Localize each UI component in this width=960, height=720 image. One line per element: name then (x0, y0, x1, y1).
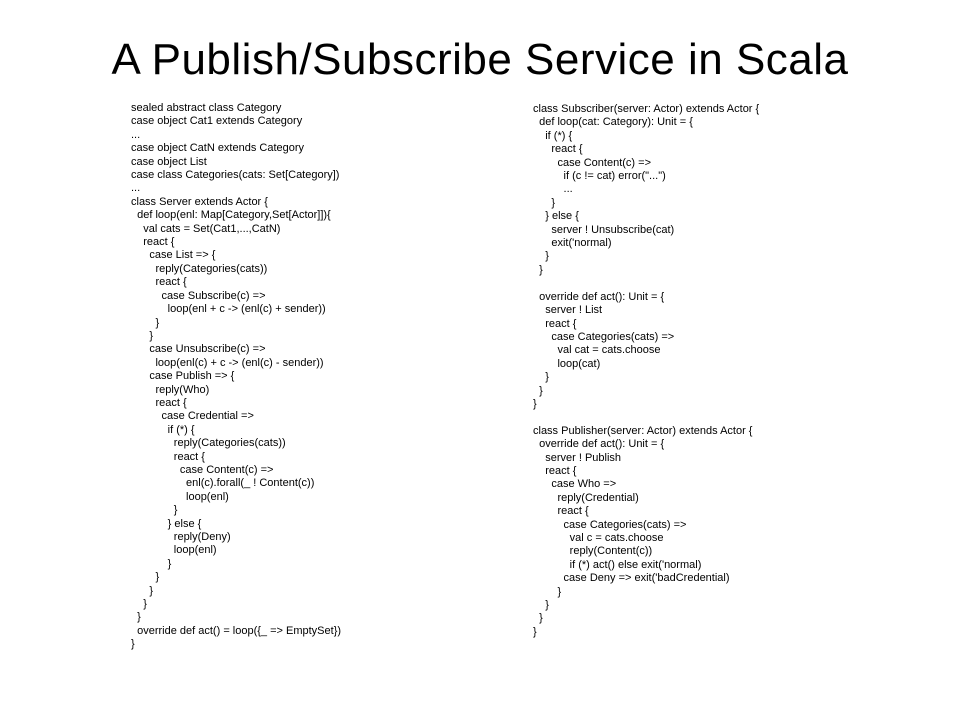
code-line: def loop(enl: Map[Category,Set[Actor]]){ (131, 209, 331, 222)
code-line: } (131, 638, 135, 651)
code-line: reply(Deny) (131, 531, 231, 543)
code-line: reply(Who) (131, 383, 210, 396)
code-line: reply(Credential) (533, 491, 639, 504)
code-line: ... (533, 183, 573, 196)
code-line: exit('normal) (533, 237, 612, 250)
code-line: case Deny => exit('badCredential) (533, 572, 730, 585)
code-line: sealed abstract class Category (131, 102, 282, 114)
code-line: } (131, 584, 154, 597)
code-line: } (131, 329, 154, 342)
code-line: react { (533, 505, 589, 518)
code-line: react { (131, 276, 187, 289)
code-line: server ! List (533, 304, 603, 317)
code-line: case Who => (533, 478, 617, 491)
code-line: class Subscriber(server: Actor) extends Actor { (533, 103, 760, 115)
code-line: react { (131, 236, 175, 249)
code-line: case object Cat1 extends Category (131, 115, 303, 128)
code-line: case Unsubscribe(c) => (131, 343, 266, 356)
code-line: loop(enl) (131, 490, 229, 503)
code-line: val cat = cats.choose (533, 344, 661, 357)
code-line: class Publisher(server: Actor) extends Actor { (533, 424, 753, 437)
code-line: } (533, 612, 543, 625)
code-line: } (533, 371, 549, 384)
code-line: react { (533, 143, 583, 156)
code-line: case object List (131, 155, 207, 168)
code-line: } (131, 557, 172, 570)
code-line: case Categories(cats) => (533, 518, 687, 531)
code-line: case class Categories(cats: Set[Category]) (131, 169, 340, 182)
code-line: server ! Publish (533, 451, 622, 464)
code-line: } (131, 611, 141, 624)
code-line: ... (131, 182, 141, 195)
code-line: reply(Categories(cats)) (131, 262, 268, 275)
code-line: override def act() = loop({_ => EmptySet}) (131, 624, 342, 637)
code-line: if (*) { (533, 129, 573, 142)
code-line: reply(Content(c)) (533, 545, 653, 558)
code-line: react { (131, 396, 187, 409)
slide-title: A Publish/Subscribe Service in Scala (111, 35, 849, 84)
code-line: override def act(): Unit = { (533, 290, 665, 303)
code-line: override def act(): Unit = { (533, 438, 665, 451)
code-line: if (*) act() else exit('normal) (533, 558, 702, 571)
client-code-block (533, 103, 759, 639)
code-line: react { (533, 464, 577, 477)
code-line: server ! Unsubscribe(cat) (533, 223, 675, 236)
code-line: if (c != cat) error("...") (533, 170, 666, 183)
code-line: case Subscribe(c) => (131, 289, 266, 302)
code-line: } (533, 263, 543, 276)
code-line: loop(cat) (533, 357, 601, 370)
code-line: loop(enl + c -> (enl(c) + sender)) (131, 303, 326, 316)
code-line: case object CatN extends Category (131, 142, 305, 155)
code-line: } (533, 250, 549, 263)
code-line: } (533, 599, 549, 612)
code-line: } (131, 504, 178, 517)
code-line: if (*) { (131, 423, 195, 436)
code-line: class Server extends Actor { (131, 195, 268, 208)
code-line: } (131, 598, 147, 611)
code-line: } (533, 384, 543, 397)
code-line: enl(c).forall(_ ! Content(c)) (131, 477, 315, 490)
code-line: ... (131, 128, 141, 141)
code-line: reply(Categories(cats)) (131, 437, 286, 450)
code-line: } (131, 316, 160, 329)
code-line: } else { (533, 210, 579, 223)
code-line: case Content(c) => (131, 463, 274, 476)
code-line: case Publish => { (131, 370, 235, 383)
code-line: val cats = Set(Cat1,...,CatN) (131, 222, 281, 235)
code-line: val c = cats.choose (533, 532, 664, 544)
server-code-block (131, 102, 341, 652)
code-line: } else { (131, 517, 202, 530)
code-line: case Content(c) => (533, 156, 651, 169)
code-line (533, 411, 759, 424)
code-line: loop(enl(c) + c -> (enl(c) - sender)) (131, 356, 324, 369)
code-line: case Credential => (131, 410, 254, 423)
code-line: case Categories(cats) => (533, 330, 675, 343)
code-line: } (533, 585, 562, 598)
code-line: react { (533, 317, 577, 330)
code-line: } (533, 625, 537, 638)
code-line: def loop(cat: Category): Unit = { (533, 116, 693, 129)
code-line: react { (131, 450, 205, 463)
code-line: loop(enl) (131, 544, 217, 557)
code-line: case List => { (131, 249, 216, 262)
code-line (533, 277, 759, 290)
code-line: } (131, 571, 160, 584)
code-line: } (533, 196, 556, 209)
code-line: } (533, 397, 537, 410)
